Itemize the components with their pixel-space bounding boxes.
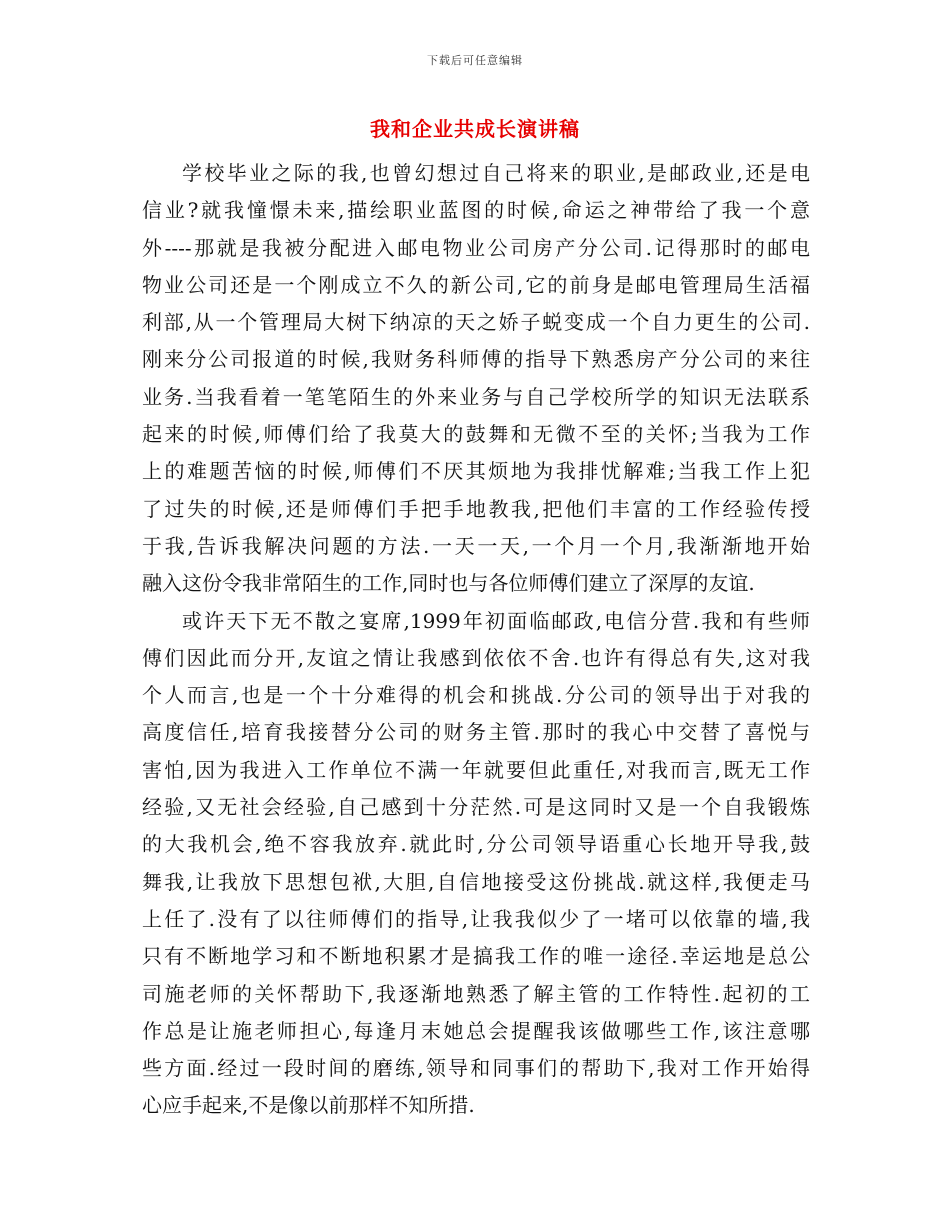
text-line: 些方面.经过一段时间的磨练,领导和同事们的帮助下,我对工作开始得: [142, 1056, 810, 1081]
text-line: 个人而言,也是一个十分难得的机会和挑战.分公司的领导出于对我的: [142, 683, 810, 708]
page-header: 下载后可任意编辑: [427, 54, 523, 67]
text-line: 或许天下无不散之宴席,1999年初面临邮政,电信分营.我和有些师: [182, 608, 810, 633]
text-line: 外----那就是我被分配进入邮电物业公司房产分公司.记得那时的邮电: [142, 235, 810, 260]
text-line: 上任了.没有了以往师傅们的指导,让我我似少了一堵可以依靠的墙,我: [142, 906, 810, 931]
text-line: 了过失的时候,还是师傅们手把手地教我,把他们丰富的工作经验传授: [142, 496, 810, 521]
text-line: 起来的时候,师傅们给了我莫大的鼓舞和无微不至的关怀;当我为工作: [142, 422, 810, 447]
text-line: 利部,从一个管理局大树下纳凉的天之娇子蜕变成一个自力更生的公司.: [142, 310, 810, 335]
text-line: 作总是让施老师担心,每逢月末她总会提醒我该做哪些工作,该注意哪: [142, 1018, 810, 1043]
text-line: 高度信任,培育我接替分公司的财务主管.那时的我心中交替了喜悦与: [142, 720, 810, 745]
text-line: 经验,又无社会经验,自己感到十分茫然.可是这同时又是一个自我锻炼: [142, 795, 810, 820]
text-line: 害怕,因为我进入工作单位不满一年就要但此重任,对我而言,既无工作: [142, 757, 810, 782]
text-line: 于我,告诉我解决问题的方法.一天一天,一个月一个月,我渐渐地开始: [142, 533, 810, 558]
text-line: 心应手起来,不是像以前那样不知所措.: [142, 1093, 475, 1118]
text-line: 傅们因此而分开,友谊之情让我感到依依不舍.也许有得总有失,这对我: [142, 645, 810, 670]
text-line: 物业公司还是一个刚成立不久的新公司,它的前身是邮电管理局生活福: [142, 272, 810, 297]
text-line: 学校毕业之际的我,也曾幻想过自己将来的职业,是邮政业,还是电: [182, 161, 810, 185]
text-line: 刚来分公司报道的时候,我财务科师傅的指导下熟悉房产分公司的来往: [142, 347, 810, 372]
document-title: 我和企业共成长演讲稿: [370, 117, 580, 141]
text-line: 融入这份令我非常陌生的工作,同时也与各位师傅们建立了深厚的友谊.: [142, 571, 755, 596]
text-line: 舞我,让我放下思想包袱,大胆,自信地接受这份挑战.就这样,我便走马: [142, 869, 810, 894]
text-line: 信业?就我憧憬未来,描绘职业蓝图的时候,命运之神带给了我一个意: [142, 198, 810, 223]
text-line: 只有不断地学习和不断地积累才是搞我工作的唯一途径.幸运地是总公: [142, 944, 810, 969]
text-line: 上的难题苦恼的时候,师傅们不厌其烦地为我排忧解难;当我工作上犯: [142, 459, 810, 484]
text-line: 司施老师的关怀帮助下,我逐渐地熟悉了解主管的工作特性.起初的工: [142, 981, 810, 1006]
text-line: 的大我机会,绝不容我放弃.就此时,分公司领导语重心长地开导我,鼓: [142, 832, 810, 857]
document-body: [142, 155, 810, 1125]
text-line: 业务.当我看着一笔笔陌生的外来业务与自己学校所学的知识无法联系: [142, 384, 810, 409]
